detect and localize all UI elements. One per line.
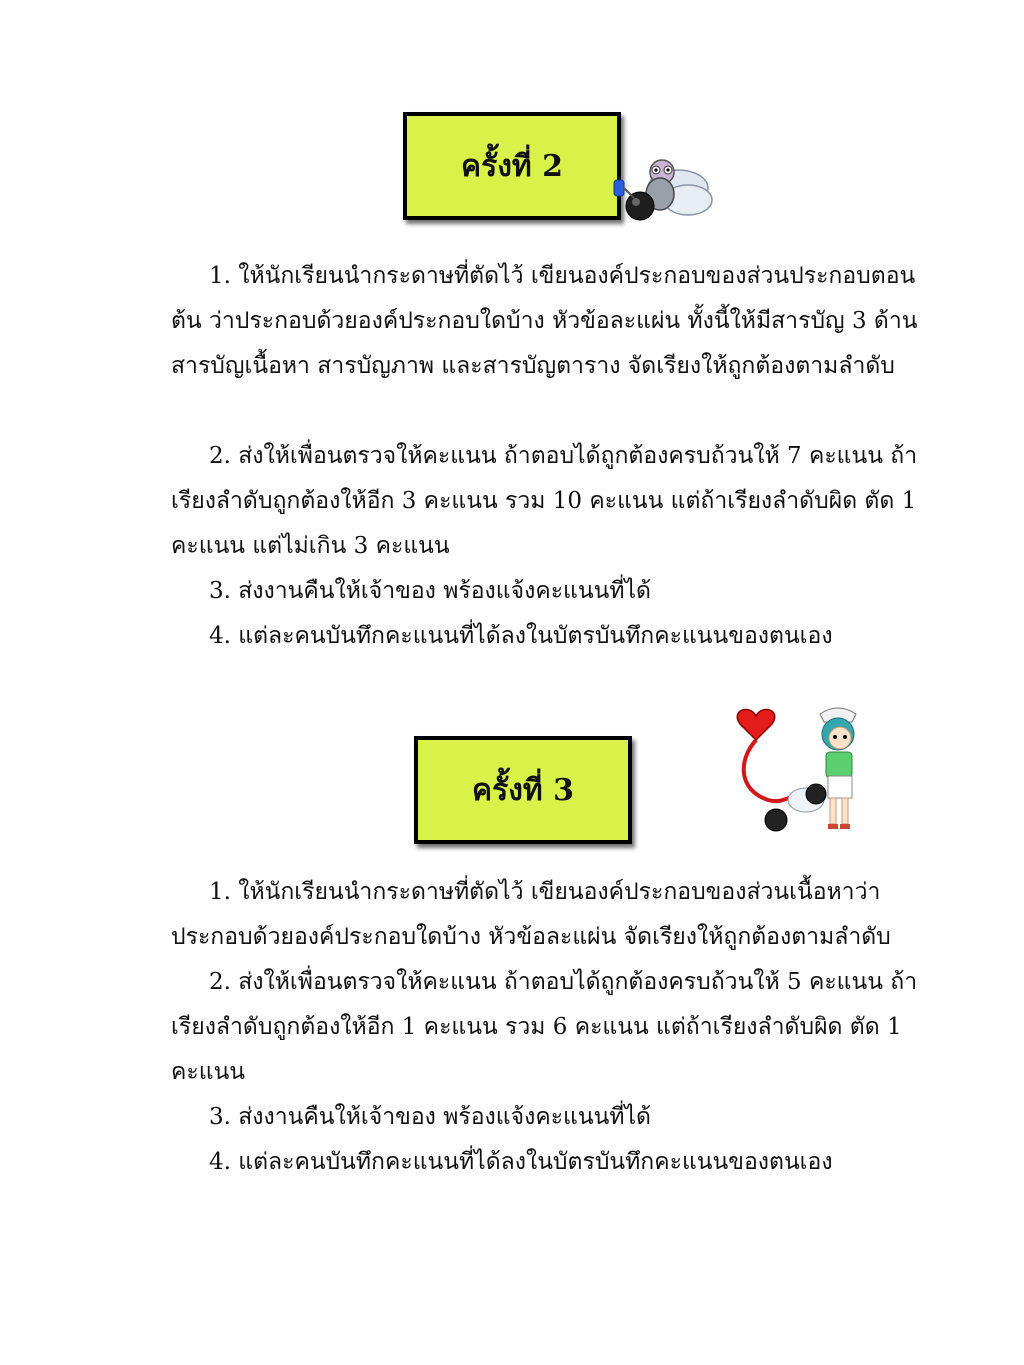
section-2-title-box	[403, 112, 621, 220]
fly-with-weight-clipart-icon	[610, 150, 716, 228]
section-2-title: ครั้งที่ 2	[461, 148, 563, 184]
section-3-item-3: 3. ส่งงานคืนให้เจ้าของ พร้องแจ้งคะแนนที่ได้	[209, 1104, 651, 1130]
section-3-title: ครั้งที่ 3	[472, 772, 574, 808]
section-3-item-2: 2. ส่งให้เพื่อนตรวจให้คะแนน ถ้าตอบได้ถูกต้องครบถ้วนให้ 5 คะแนน ถ้าเรียงลำดับถูกต้องให้อีก 1 คะแนน รวม 6 คะแนน แต่ถ้าเรียงลำดับผิด ตัด 1 คะแนน	[171, 969, 918, 1085]
nurse-with-heart-balloon-clipart-icon	[728, 700, 870, 840]
section-3-title-box	[414, 736, 632, 844]
section-2-item-4: 4. แต่ละคนบันทึกคะแนนที่ได้ลงในบัตรบันทึกคะแนนของตนเอง	[209, 623, 833, 649]
section-2-item-1: 1. ให้นักเรียนนำกระดาษที่ตัดไว้ เขียนองค์ประกอบของส่วนประกอบตอนต้น ว่าประกอบด้วยองค์ประกอบใดบ้าง หัวข้อละแผ่น ทั้งนี้ให้มีสารบัญ 3 ด้าน สารบัญเนื้อหา สารบัญภาพ และสารบัญตาราง จัดเรียงให้ถูกต้องตามลำดับ	[171, 263, 918, 379]
section-2-item-3: 3. ส่งงานคืนให้เจ้าของ พร้องแจ้งคะแนนที่ได้	[209, 578, 651, 604]
section-3-item-4: 4. แต่ละคนบันทึกคะแนนที่ได้ลงในบัตรบันทึกคะแนนของตนเอง	[209, 1149, 833, 1175]
section-2-item-2: 2. ส่งให้เพื่อนตรวจให้คะแนน ถ้าตอบได้ถูกต้องครบถ้วนให้ 7 คะแนน ถ้าเรียงลำดับถูกต้องให้อีก 3 คะแนน รวม 10 คะแนน แต่ถ้าเรียงลำดับผิด ตัด 1 คะแนน แต่ไม่เกิน 3 คะแนน	[171, 443, 918, 559]
section-3-item-1: 1. ให้นักเรียนนำกระดาษที่ตัดไว้ เขียนองค์ประกอบของส่วนเนื้อหาว่าประกอบด้วยองค์ประกอบใดบ้าง หัวข้อละแผ่น จัดเรียงให้ถูกต้องตามลำดับ	[171, 879, 891, 950]
